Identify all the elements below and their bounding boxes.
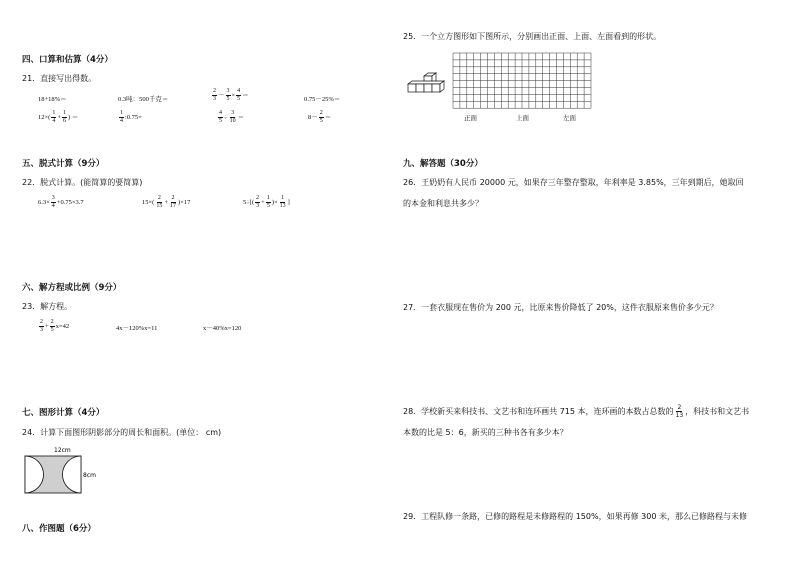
question-21: 21．直接写出得数。 bbox=[22, 74, 97, 83]
expr-21-4: 0.75－25%＝ bbox=[304, 96, 341, 103]
section-4-title: 四、口算和估算（4分） bbox=[22, 55, 113, 65]
expr-21-6: $\frac{1}{4}$ :0.75= bbox=[120, 110, 142, 124]
expr-21-5: 12×( $\frac{1}{4}$ + $\frac{1}{6}$ ) ＝ bbox=[38, 110, 79, 124]
question-29: 29．工程队修一条路，已修的路程是未修路程的 150%，如果再修 300 米，那么已修路程与未修 bbox=[403, 512, 747, 521]
question-22: 22．脱式计算。(能简算的要简算) bbox=[22, 178, 143, 187]
expr-22-3: 5÷[( $\frac{2}{3}$ + $\frac{1}{5}$ )× $\frac{1}{13}$ ] bbox=[243, 195, 290, 209]
expr-22-1: 6.3× $\frac{3}{4}$ +0.75×3.7 bbox=[38, 195, 84, 209]
view-label-top: 上面 bbox=[516, 114, 529, 122]
equation-23-3: x－40%x=120 bbox=[203, 325, 242, 332]
figure-height-label: 8cm bbox=[83, 472, 96, 479]
question-27: 27．一套衣服现在售价为 200 元，比原来售价降低了 20%，这件衣服原来售价多少元？ bbox=[403, 303, 718, 312]
section-8-title: 八、作图题（6分） bbox=[22, 524, 96, 534]
figure-width-label: 12cm bbox=[54, 447, 71, 454]
expr-21-8: 8－ $\frac{2}{5}$ ＝ bbox=[308, 110, 332, 124]
expr-22-2: 15×( $\frac{2}{15}$ + $\frac{2}{17}$ )×17 bbox=[142, 195, 191, 209]
expr-21-2: 0.3吨：500千克＝ bbox=[118, 96, 169, 103]
equation-23-2: 4x－120%x=11 bbox=[116, 325, 158, 332]
question-28-line-2: 本数的比是 5：6，新买的三种书各有多少本？ bbox=[403, 428, 568, 437]
section-9-title: 九、解答题（30分） bbox=[403, 159, 483, 169]
question-25: 25．一个立方图形如下图所示，分别画出正面、上面、左面看到的形状。 bbox=[403, 32, 662, 41]
question-28-line-1: 28．学校新买来科技书、文艺书和连环画共 715 本，连环画的本数占总数的 $\frac{2}{13}$ ，科技书和文艺书 bbox=[403, 404, 750, 419]
question-26-line-2: 的本金和利息共多少？ bbox=[403, 199, 483, 208]
expr-21-3: $\frac{2}{3}$ － $\frac{3}{5}$ × $\frac{4}{5}$ ＝ bbox=[213, 88, 249, 102]
expr-21-7: $\frac{4}{5}$ ÷ $\frac{3}{10}$ ＝ bbox=[219, 110, 245, 124]
question-24: 24．计算下面图形阴影部分的周长和面积。(单位： cm) bbox=[22, 428, 222, 437]
section-7-title: 七、图形计算（4分） bbox=[22, 408, 105, 418]
shaded-figure bbox=[20, 444, 110, 496]
equation-23-1: $\frac{2}{3}$ + $\frac{2}{5}$ x=42 bbox=[40, 319, 70, 333]
question-26-line-1: 26．王奶奶有人民币 20000 元，如果存三年整存整取，年利率是 3.85%，三年到期后，她取回 bbox=[403, 178, 744, 187]
section-6-title: 六、解方程或比例（9分） bbox=[22, 283, 122, 293]
section-5-title: 五、脱式计算（9分） bbox=[22, 159, 105, 169]
cube-stack-figure bbox=[406, 72, 450, 96]
expr-21-1: 18+18%＝ bbox=[38, 96, 67, 103]
drawing-grid bbox=[452, 52, 592, 109]
view-label-left: 左面 bbox=[563, 114, 576, 122]
view-label-front: 正面 bbox=[464, 114, 477, 122]
question-23: 23．解方程。 bbox=[22, 302, 73, 311]
